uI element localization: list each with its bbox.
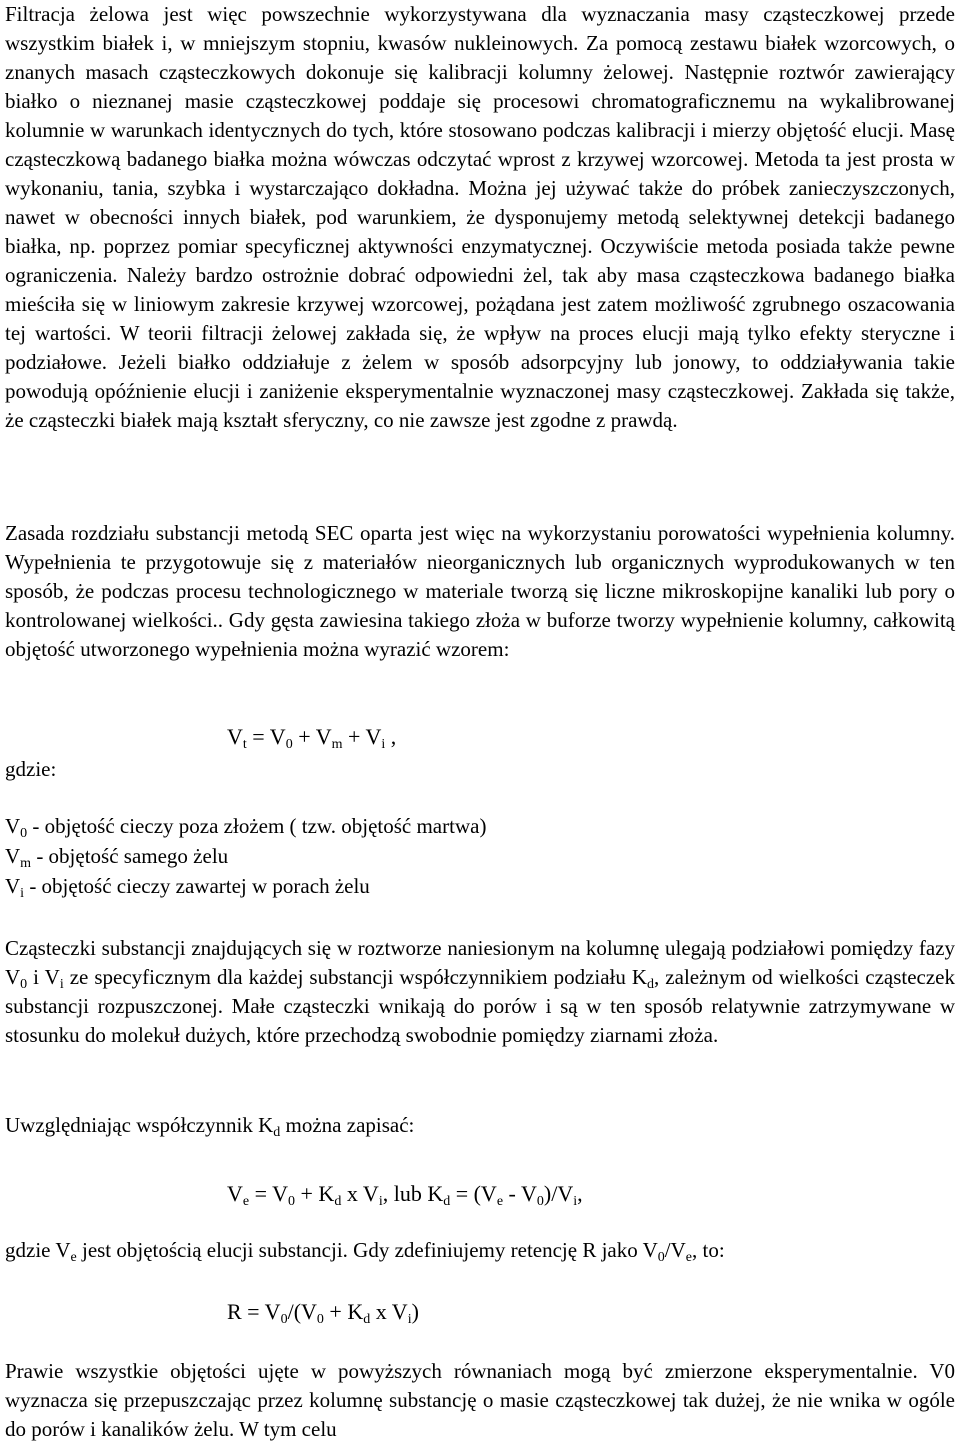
formula-retention: $R = V_0/(V_0 + K_d$ x $V_i$) bbox=[227, 1299, 419, 1327]
formula-total-volume: $V_t = V_0 + V_m + V_i$ , bbox=[227, 724, 397, 752]
retention-line: gdzie $V_e$ jest objętością elucji substancji. Gdy zdefiniujemy retencję R jako $V_0/V_e$, to: bbox=[5, 1238, 725, 1265]
paragraph-measurement: Prawie wszystkie objętości ujęte w powyższych równaniach mogą być zmierzone eksperymentalnie. V0 wyznacza się przepuszczając przez kolumnę substancję o masie cząsteczkowej tak dużej, że nie wnika w ogóle do porów i kanalików żelu. W tym celu bbox=[5, 1359, 955, 1441]
definition-v0: $V_0$ - objętość cieczy poza złożem ( tzw. objętość martwa) bbox=[5, 814, 487, 841]
definition-vi: $V_i$ - objętość cieczy zawartej w porach żelu bbox=[5, 874, 370, 901]
paragraph-gel-filtration: Filtracja żelowa jest więc powszechnie wykorzystywana dla wyznaczania masy cząsteczkowej przede wszystkim białek i, w mniejszym stopniu, kwasów nukleinowych. Za pomocą zestawu białek wzorcowych, o znanych masach cząsteczkowych dokonuje się kalibracji kolumny żelowej. Następnie roztwór zawierający białko o nieznanej masie cząsteczkowej poddaje się procesowi chromatograficznemu na wykalibrowanej kolumnie w warunkach identycznych do tych, które stosowano podczas kalibracji i mierzy objętość elucji. Masę cząsteczkową badanego białka można wówczas odczytać wprost z krzywej wzorcowej. Metoda ta jest prosta w wykonaniu, tania, szybka i wystarczająco dokładna. Można jej używać także do próbek zanieczyszczonych, nawet w obecności innych białek, pod warunkiem, że dysponujemy metodą selektywnej detekcji badanego białka, np. poprzez pomiar specyficznej aktywności enzymatycznej. Oczywiście metoda posiada także pewne ograniczenia. Należy bardzo ostrożnie dobrać odpowiedni żel, tak aby masa cząsteczkowa badanego białka mieściła się w liniowym zakresie krzywej wzorcowej, pożądana jest zatem możliwość zgrubnego oszacowania tej wartości. W teorii filtracji żelowej zakłada się, że wpływ na proces elucji mają tylko efekty steryczne i podziałowe. Jeżeli białko oddziałuje z żelem w sposób adsorpcyjny lub jonowy, to oddziaływania takie powodują opóźnienie elucji i zaniżenie eksperymentalnie wyznaczonej masy cząsteczkowej. Zakłada się także, że cząsteczki białek mają kształt sferyczny, co nie zawsze jest zgodne z prawdą. bbox=[5, 2, 955, 432]
paragraph-partition-coefficient: Cząsteczki substancji znajdujących się w roztworze naniesionym na kolumnę ulegają podziałowi pomiędzy fazy $V_0$ i $V_i$ ze specyficznym dla każdej substancji współczynnikiem podziału $K_d$, zależnym od wielkości cząsteczek substancji rozpuszczonej. Małe cząsteczki wnikają do porów i są w ten sposób relatywnie zatrzymywane w stosunku do molekuł dużych, które przechodzą swobodnie pomiędzy ziarnami złoża. bbox=[5, 936, 955, 1047]
gdzie-label: gdzie: bbox=[5, 757, 57, 781]
formula-elution-volume: $V_e = V_0 + K_d$ x $V_i$, lub $K_d = (V_e - V_0)/V_i$, bbox=[227, 1181, 583, 1209]
definition-vm: $V_m$ - objętość samego żelu bbox=[5, 844, 229, 871]
uwzgledniajac-line: Uwzględniając współczynnik $K_d$ można zapisać: bbox=[5, 1113, 415, 1140]
paragraph-sec-principle: Zasada rozdziału substancji metodą SEC oparta jest więc na wykorzystaniu porowatości wypełnienia kolumny. Wypełnienia te przygotowuje się z materiałów nieorganicznych lub organicznych wyprodukowanych w ten sposób, że podczas procesu technologicznego w materiale tworzą się liczne mikroskopijne kanaliki lub pory o kontrolowanej wielkości.. Gdy gęsta zawiesina takiego złoża w buforze tworzy wypełnienie kolumny, całkowitą objętość utworzonego wypełnienia można wyrazić wzorem: bbox=[5, 521, 955, 661]
